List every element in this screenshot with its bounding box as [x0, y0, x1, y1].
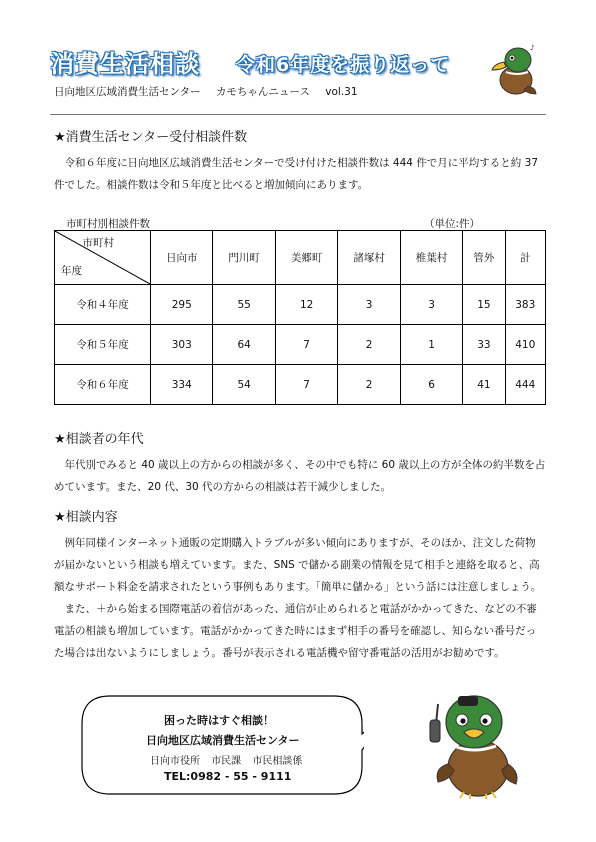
- row-label: 令和６年度: [55, 365, 151, 405]
- table-caption: 市町村別相談件数: [66, 218, 150, 230]
- table-cell: 7: [275, 365, 337, 405]
- table-cell: 410: [505, 325, 545, 365]
- column-header: 諸塚村: [338, 231, 400, 285]
- callout-division: 市民課: [211, 756, 242, 767]
- section-body-counts: 令和６年度に日向地区広域消費生活センターで受け付けた相談件数は 444 件で月に平均すると約 37 件でした。相談件数は令和５年度と比べると増加傾向にあります。: [54, 157, 538, 191]
- header-subline: [54, 84, 370, 99]
- table-cell: 33: [463, 325, 505, 365]
- volume-number: vol.31: [325, 86, 358, 98]
- table-cell: 64: [213, 325, 275, 365]
- table-cell: 383: [505, 285, 545, 325]
- table-cell: 2: [338, 365, 400, 405]
- consultation-count-table: [54, 230, 546, 405]
- table-cell: 1: [400, 325, 462, 365]
- table-cell: 41: [463, 365, 505, 405]
- row-label: 令和５年度: [55, 325, 151, 365]
- content-paragraph-2: また、＋から始まる国際電話の着信があった、通信が止められると電話がかかってきた、などの不審電話の相談も増加しています。電話がかかってきた時にはまず相手の番号を確認し、知らない番号だった場合は出ないようにしましょう。番号が表示される電話機や留守番電話の活用がお勧めです。: [54, 603, 537, 659]
- table-cell: 303: [151, 325, 213, 365]
- column-header: 管外: [463, 231, 505, 285]
- svg-text:♪: ♪: [530, 44, 535, 52]
- table-cell: 6: [400, 365, 462, 405]
- table-cell: 55: [213, 285, 275, 325]
- callout-phone: TEL:0982 - 55 - 9111: [164, 770, 292, 783]
- table-row: [55, 365, 546, 405]
- table-unit: （単位:件）: [424, 218, 481, 230]
- callout-office: 日向市役所: [150, 756, 200, 767]
- table-cell: 2: [338, 325, 400, 365]
- table-corner-cell: [55, 231, 151, 285]
- duck-mascot-phone-icon: [424, 684, 524, 800]
- corner-label-year: 年度: [61, 265, 82, 277]
- table-cell: 3: [400, 285, 462, 325]
- section-heading-content: ★相談内容: [54, 510, 118, 525]
- page-subtitle: 令和6年度を振り返って: [236, 54, 451, 76]
- section-body-age: 年代別でみると 40 歳以上の方からの相談が多く、その中でも特に 60 歳以上の方が全体の約半数を占めています。また、20 代、30 代の方からの相談は若干減少しました。: [54, 459, 546, 493]
- column-header: 美郷町: [275, 231, 337, 285]
- table-cell: 3: [338, 285, 400, 325]
- content-paragraph-1: 例年同様インターネット通販の定期購入トラブルが多い傾向にありますが、そのほか、注文した荷物が届かないという相談も増えています。また、SNS で儲かる副業の情報を見て相手と連絡を取ると、高額なサポート料金を請求されたという事例もあります。「簡単に儲かる」という話には注意しましょう。: [54, 537, 542, 593]
- table-cell: 15: [463, 285, 505, 325]
- section-heading-age: ★相談者の年代: [54, 432, 144, 447]
- callout-headline: 困った時はすぐ相談！: [164, 714, 274, 727]
- column-header: 計: [505, 231, 545, 285]
- table-row: [55, 285, 546, 325]
- callout-center-name: 日向地区広域消費生活センター: [146, 734, 300, 747]
- contact-callout-bubble: [80, 694, 364, 796]
- newsletter-name: カモちゃんニュース: [215, 86, 310, 98]
- callout-section: 市民相談係: [252, 756, 303, 767]
- row-label: 令和４年度: [55, 285, 151, 325]
- column-header: 椎葉村: [400, 231, 462, 285]
- table-cell: 7: [275, 325, 337, 365]
- table-cell: 444: [505, 365, 545, 405]
- duck-mascot-icon: [488, 42, 540, 98]
- header-divider: [50, 114, 546, 115]
- table-row: [55, 325, 546, 365]
- column-header: 日向市: [151, 231, 213, 285]
- table-cell: 54: [213, 365, 275, 405]
- table-cell: 334: [151, 365, 213, 405]
- page-title: 消費生活相談: [50, 50, 200, 78]
- section-body-content: [54, 532, 546, 664]
- column-header: 門川町: [213, 231, 275, 285]
- org-name: 日向地区広域消費生活センター: [54, 86, 201, 98]
- section-heading-counts: ★消費生活センター受付相談件数: [54, 130, 248, 145]
- table-cell: 12: [275, 285, 337, 325]
- table-cell: 295: [151, 285, 213, 325]
- corner-label-municipality: 市町村: [82, 237, 114, 249]
- table-header-row: [55, 231, 546, 285]
- callout-office-line: [150, 752, 310, 767]
